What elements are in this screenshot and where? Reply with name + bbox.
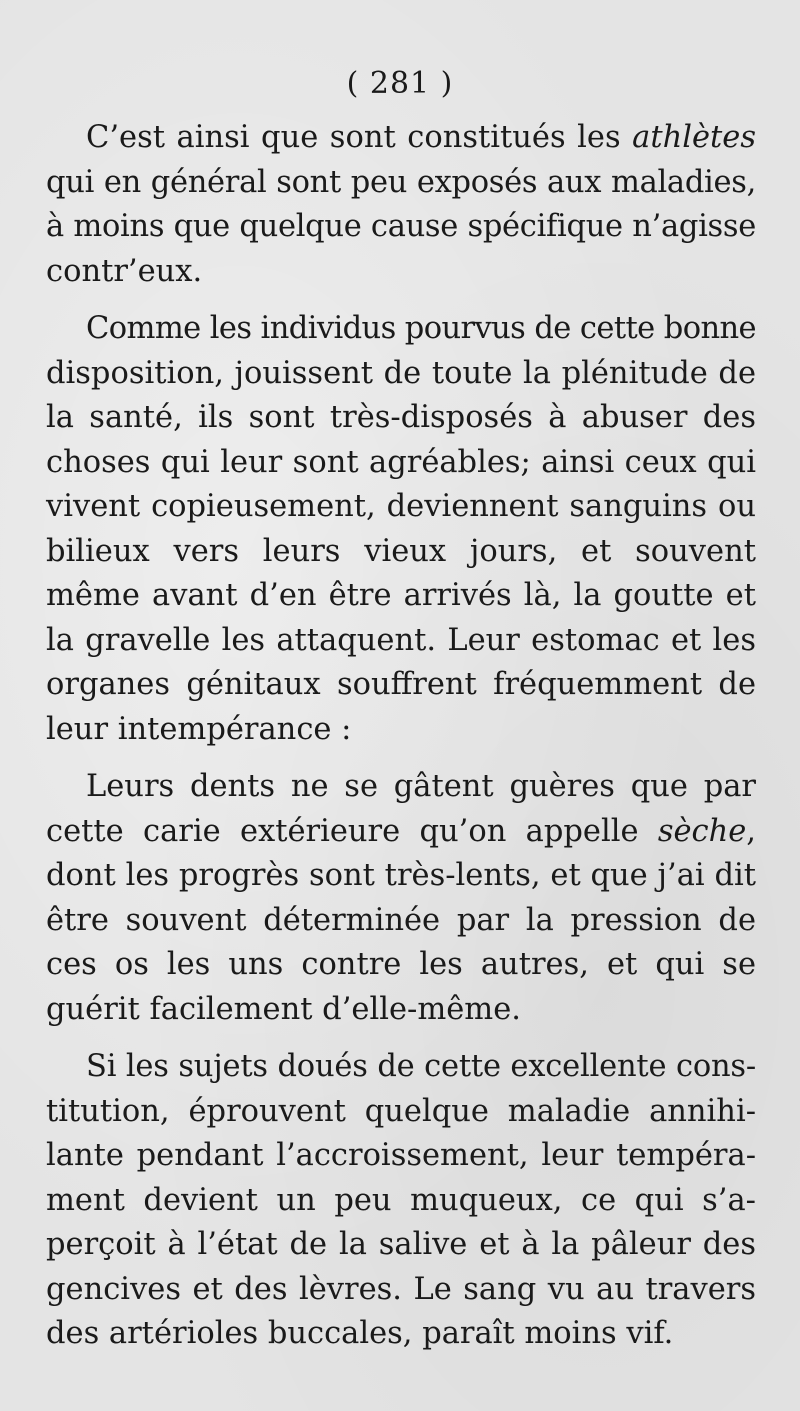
text-line: des artérioles buccales, paraît moins vif.	[46, 1316, 674, 1351]
paragraph-3	[46, 765, 756, 1032]
text-segment: cette carie extérieure qu’on appelle	[46, 813, 658, 849]
text-line: contr’eux.	[46, 253, 203, 289]
text-segment: ,	[746, 813, 756, 849]
text-line	[46, 810, 756, 855]
body-text	[46, 116, 756, 1357]
text-line: lante pendant l’accroissement, leur tempéra-	[46, 1138, 756, 1173]
text-line	[46, 116, 756, 161]
text-line: leur intempérance :	[46, 711, 352, 747]
text-line: la santé, ils sont très-disposés à abuser des	[46, 400, 756, 435]
text-line: titution, éprouvent quelque maladie annihi-	[46, 1093, 756, 1129]
text-line: ment devient un peu muqueux, ce qui s’a-	[46, 1182, 756, 1218]
text-line: Si les sujets doués de cette excellente cons-	[86, 1049, 756, 1084]
text-line: qui en général sont peu exposés aux maladies,	[46, 164, 756, 200]
text-line: ces os les uns contre les autres, et qui se	[46, 947, 756, 982]
text-line: choses qui leur sont agréables; ainsi ceux qui	[46, 444, 756, 480]
emphasized-word: athlètes	[632, 120, 756, 155]
paragraph-4	[46, 1045, 756, 1357]
text-line: perçoit à l’état de la salive et à la pâleur des	[46, 1227, 756, 1262]
text-line: la gravelle les attaquent. Leur estomac et les	[46, 622, 756, 658]
text-line: gencives et des lèvres. Le sang vu au travers	[46, 1271, 756, 1307]
text-line: être souvent déterminée par la pression de	[46, 902, 756, 938]
emphasized-word: sèche	[657, 813, 747, 849]
text-line: organes génitaux souffrent fréquemment de	[46, 667, 756, 702]
text-line: disposition, jouissent de toute la plénitude de	[46, 355, 756, 391]
text-line: même avant d’en être arrivés là, la goutte et	[46, 578, 756, 613]
text-line: guérit facilement d’elle-même.	[46, 991, 521, 1027]
text-line: à moins que quelque cause spécifique n’agisse	[46, 209, 756, 244]
text-line: Comme les individus pourvus de cette bonne	[86, 311, 756, 346]
text-line: dont les progrès sont très-lents, et que j’ai dit	[46, 858, 756, 893]
paragraph-1	[46, 116, 756, 294]
text-line: vivent copieusement, deviennent sanguins ou	[46, 489, 756, 524]
page-number: ( 281 )	[346, 66, 454, 101]
text-segment: C’est ainsi que sont constitués les	[86, 120, 633, 155]
text-line: Leurs dents ne se gâtent guères que par	[86, 769, 756, 804]
paragraph-2	[46, 307, 756, 752]
text-line: bilieux vers leurs vieux jours, et souvent	[46, 533, 756, 569]
